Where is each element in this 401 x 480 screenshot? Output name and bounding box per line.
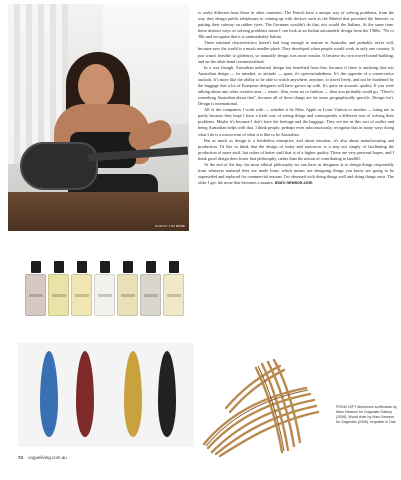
perfume-bottle xyxy=(164,261,183,316)
bottle-label xyxy=(98,294,112,297)
article-paragraph: These national characteristics haven't had long enough to mature in Australia, and probably never will, because now the world is a much smaller place. They developed when people would work in only one country. It just wasn't feasible to globetrot, so naturally design was more insular. It became its own travel-bound-building, and on the other hand commercialised. xyxy=(198,40,394,64)
perfume-bottle xyxy=(118,261,137,316)
surfboards-photo xyxy=(18,343,194,447)
bottle-cap xyxy=(123,261,133,273)
bottle-label xyxy=(75,294,89,297)
article-paragraph: All of the companies I work with — whether it be Nike, Apple or Louis Vuitton or another — bring me in partly because they hope I have a fresh way of seeing things and consequently a different way of solving their problems. Maybe it's because I don't have the heritage and the baggage. They see me as this sort of outlier and being Australian helps with that. I think people, perhaps even subconsciously, recognise that in many ways doing what I do is a microcosm of what it is like to be Australian. xyxy=(198,107,394,137)
caption-text: FROM LEFT Aluminium surfboards by Marc Newson for Gagosian Gallery (2008). Wood chair by Marc Newson for Gagosian (2008), exquisite in Oak xyxy=(336,405,397,424)
bottle-label xyxy=(29,294,43,297)
article-paragraph xyxy=(198,162,394,186)
face-shape xyxy=(78,64,114,108)
bottle-cap xyxy=(100,261,110,273)
wood-chair-photo xyxy=(196,348,326,460)
article-body xyxy=(198,10,394,186)
perfume-bottle xyxy=(49,261,68,316)
bottle-glass xyxy=(48,274,69,316)
perfume-bottle xyxy=(95,261,114,316)
page-number: 74 xyxy=(18,455,24,460)
footer-site[interactable]: vogueliving.com.au xyxy=(28,455,67,460)
perfume-bottles-photo xyxy=(26,258,182,316)
article-paragraph: is vastly different from those in other countries. The French have a unique way of solving problems, from the way they design public telephones to coming up with devices such as the Minitel that preceded the Internet, or putting their subway on rubber tyres. The Germans wouldn't do that, nor would the Italians. At the same time, these distinct ways of solving problems mean I can look at an Italian automobile design from the 1960s, '70s or '80s and recognise that it is unmistakably Italian. xyxy=(198,10,394,40)
article-paragraph: In a way though, Australian industrial design has benefited from this, because if there is anything that sets Australian design — its mindset, or attitude — apart, it's open-mindedness. It's the opposite of a conservative outlook. It's more like the ability to be able to watch anywhere, anytime, to travel freely, and not be burdened by the baggage that a lot of European designers will have grown up with. It's quite an acoustic quality. If you were talking about any other creative area — music, film, even art or fashion — then you probably could go, "There's something Australian about that", because all of those things are far more geographically specific. Design isn't. Design is international. xyxy=(198,64,394,107)
bottle-glass xyxy=(140,274,161,316)
page-footer xyxy=(18,455,67,460)
bottle-glass xyxy=(25,274,46,316)
bottle-glass xyxy=(117,274,138,316)
bottle-label xyxy=(52,294,66,297)
bottle-label xyxy=(121,294,135,297)
bottle-label xyxy=(144,294,158,297)
bottle-cap xyxy=(77,261,87,273)
perfume-bottle xyxy=(26,261,45,316)
guitarist-photo xyxy=(8,4,189,231)
black-surfboard xyxy=(158,351,176,437)
bottle-glass xyxy=(71,274,92,316)
photo-credit: PHOTO: TIM ROBB xyxy=(155,224,185,228)
bottle-cap xyxy=(146,261,156,273)
perfume-bottle xyxy=(141,261,160,316)
blue-surfboard xyxy=(40,351,58,437)
article-last-paragraph: At the end of the day, the most ethical philosophy we can have as designers is to design things responsibly from whatever material they are made from, which means not designing things you know are going to be superseded and replaced for commercial reasons. I'm obsessed with doing things well and doing things once. The older I get, the more that becomes a mantra. xyxy=(198,161,394,186)
perfume-bottle xyxy=(72,261,91,316)
bottle-glass xyxy=(163,274,184,316)
article-signature[interactable]: marc-newson.com xyxy=(274,180,313,186)
bottle-label xyxy=(167,294,181,297)
bottle-cap xyxy=(54,261,64,273)
guitar-body xyxy=(20,142,98,190)
bottle-cap xyxy=(31,261,41,273)
article-paragraph: But as much as design is a borderless enterprise, and about emotion, it's also about manufacturing and production. I'd like to think that the design of today and tomorrow is a step not simply of facilitating the production of more stuff, but rather of better stuff that is of a higher quality. These are very personal hopes, and I think good design does foster that philosophy, rather than the notion of contributing to landfill. xyxy=(198,137,394,161)
bottle-cap xyxy=(169,261,179,273)
bottle-glass xyxy=(94,274,115,316)
gold-surfboard xyxy=(124,351,142,437)
maroon-surfboard xyxy=(76,351,94,437)
image-caption xyxy=(336,405,398,425)
